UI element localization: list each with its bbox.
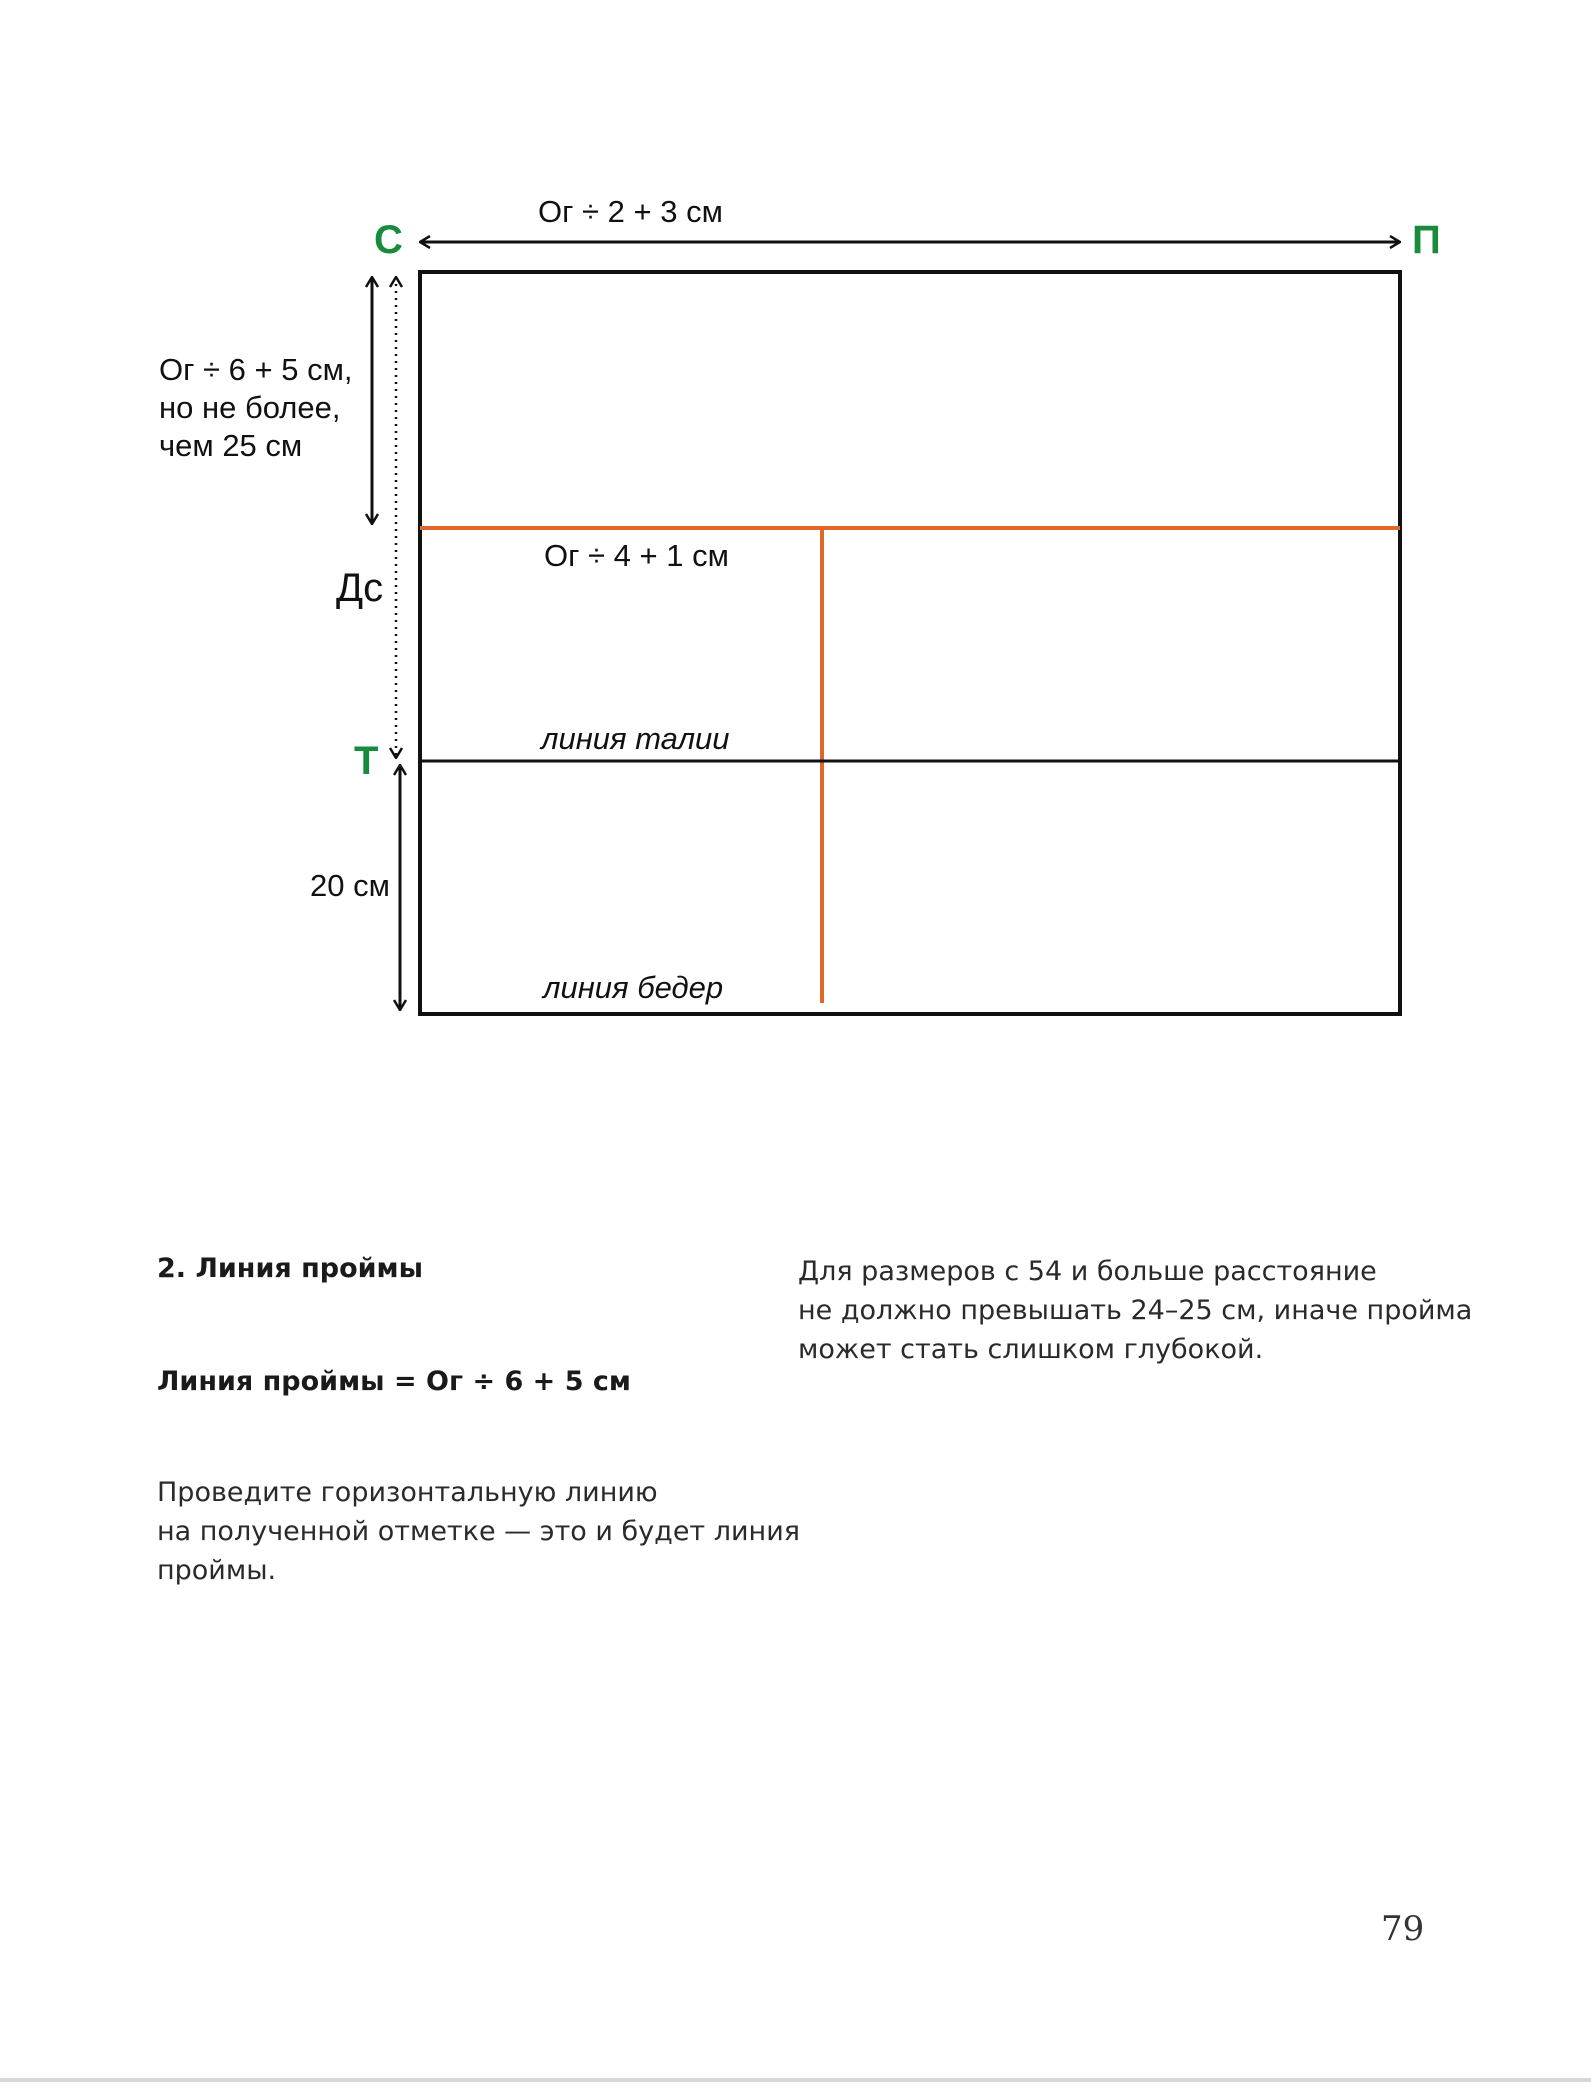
hip-line-label: линия бедер: [543, 970, 724, 1005]
side-segment-label: Ог ÷ 4 + 1 см: [544, 538, 729, 573]
bottom-divider: [0, 2078, 1591, 2082]
section-formula: Линия проймы = Ог ÷ 6 + 5 см: [157, 1366, 631, 1397]
section-heading: 2. Линия проймы: [157, 1253, 424, 1284]
body-line: на полученной отметке — это и будет линия: [157, 1516, 800, 1547]
page-number: 79: [1381, 1909, 1425, 1949]
point-t: Т: [354, 739, 379, 783]
pattern-frame: [420, 272, 1400, 1014]
section-note: [798, 1252, 1472, 1369]
armhole-depth-label-3: чем 25 см: [159, 428, 303, 463]
point-p: П: [1412, 218, 1441, 262]
armhole-depth-label-2: но не более,: [159, 390, 341, 425]
body-line: Проведите горизонтальную линию: [157, 1477, 658, 1508]
note-line: может стать слишком глубокой.: [798, 1334, 1264, 1365]
armhole-depth-label-1: Ог ÷ 6 + 5 см,: [159, 352, 353, 387]
note-line: Для размеров с 54 и больше расстояние: [798, 1256, 1377, 1287]
body-line: проймы.: [157, 1555, 277, 1586]
waist-line-label: линия талии: [541, 721, 730, 756]
point-s: С: [374, 218, 403, 262]
back-length-label: Дс: [336, 566, 384, 610]
note-line: не должно превышать 24–25 см, иначе пройма: [798, 1295, 1473, 1326]
width-label: Ог ÷ 2 + 3 см: [538, 194, 723, 229]
section-body: [157, 1473, 800, 1590]
hip-depth-label: 20 см: [310, 868, 390, 903]
